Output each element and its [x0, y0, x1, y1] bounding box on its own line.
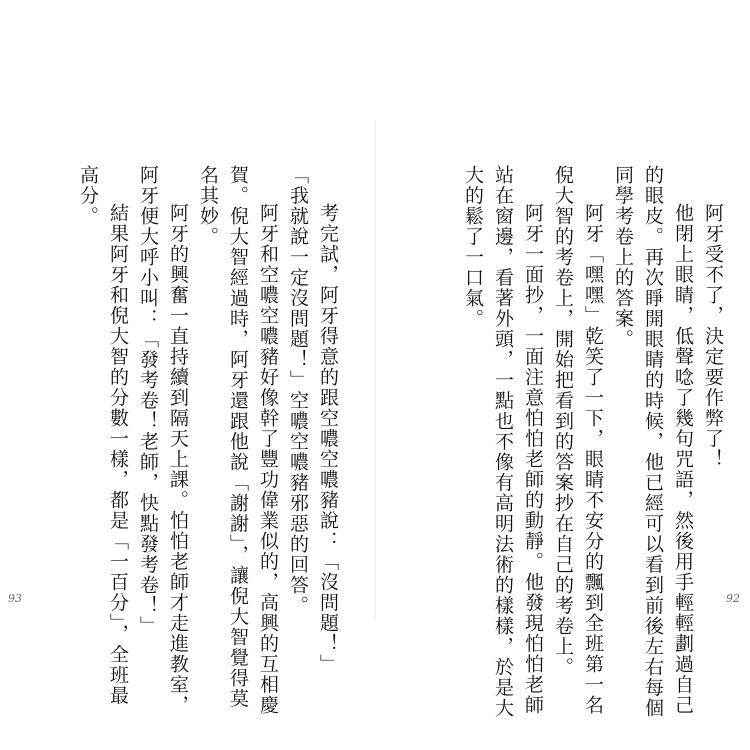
text-line: 大的鬆了一口氣。 — [462, 165, 484, 329]
text-line: 阿牙受不了，決定要作弊了！ — [702, 203, 724, 470]
text-line: 阿牙的興奮一直持續到隔天上課。怕怕老師才走進教室， — [167, 203, 189, 716]
text-line: 結果阿牙和倪大智的分數一樣，都是「一百分」，全班最 — [107, 203, 129, 706]
right-page-text — [458, 165, 728, 719]
text-line: 「我就說一定沒問題！」空噥空噥豬邪惡的回答。 — [287, 165, 309, 616]
page-number: 92 — [726, 592, 740, 605]
text-line: 阿牙和空噥空噥豬好像幹了豐功偉業似的，高興的互相慶 — [257, 203, 279, 716]
text-line: 高分。 — [77, 165, 99, 227]
left-page-text — [73, 165, 343, 716]
text-line: 考完試，阿牙得意的跟空噥空噥豬說：「沒問題！」 — [317, 203, 339, 675]
text-line: 阿牙一面抄，一面注意怕怕老師的動靜。他發現怕怕老師 — [522, 203, 544, 716]
text-line: 阿牙「嘿嘿」乾笑了一下，眼睛不安分的飄到全班第一名 — [582, 203, 604, 716]
text-line: 他閉上眼睛，低聲唸了幾句咒語，然後用手輕輕劃過自己 — [672, 203, 694, 716]
text-line: 站在窗邊，看著外頭，一點也不像有高明法術的樣樣，於是大 — [492, 165, 514, 719]
text-line: 倪大智的考卷上，開始把看到的答案抄在自己的考卷上。 — [552, 165, 574, 678]
text-line: 的眼皮。再次睜開眼睛的時候，他已經可以看到前後左右每個 — [642, 165, 664, 719]
page-number: 93 — [8, 592, 22, 605]
text-line: 同學考卷上的答案。 — [612, 165, 634, 350]
right-page — [375, 0, 750, 750]
text-line: 賀。倪大智經過時，阿牙還跟他說「謝謝」，讓倪大智覺得莫 — [227, 165, 249, 709]
text-line: 名其妙。 — [197, 165, 219, 247]
text-line: 阿牙便大呼小叫：「發考卷！老師，快點發考卷！」 — [137, 165, 159, 637]
